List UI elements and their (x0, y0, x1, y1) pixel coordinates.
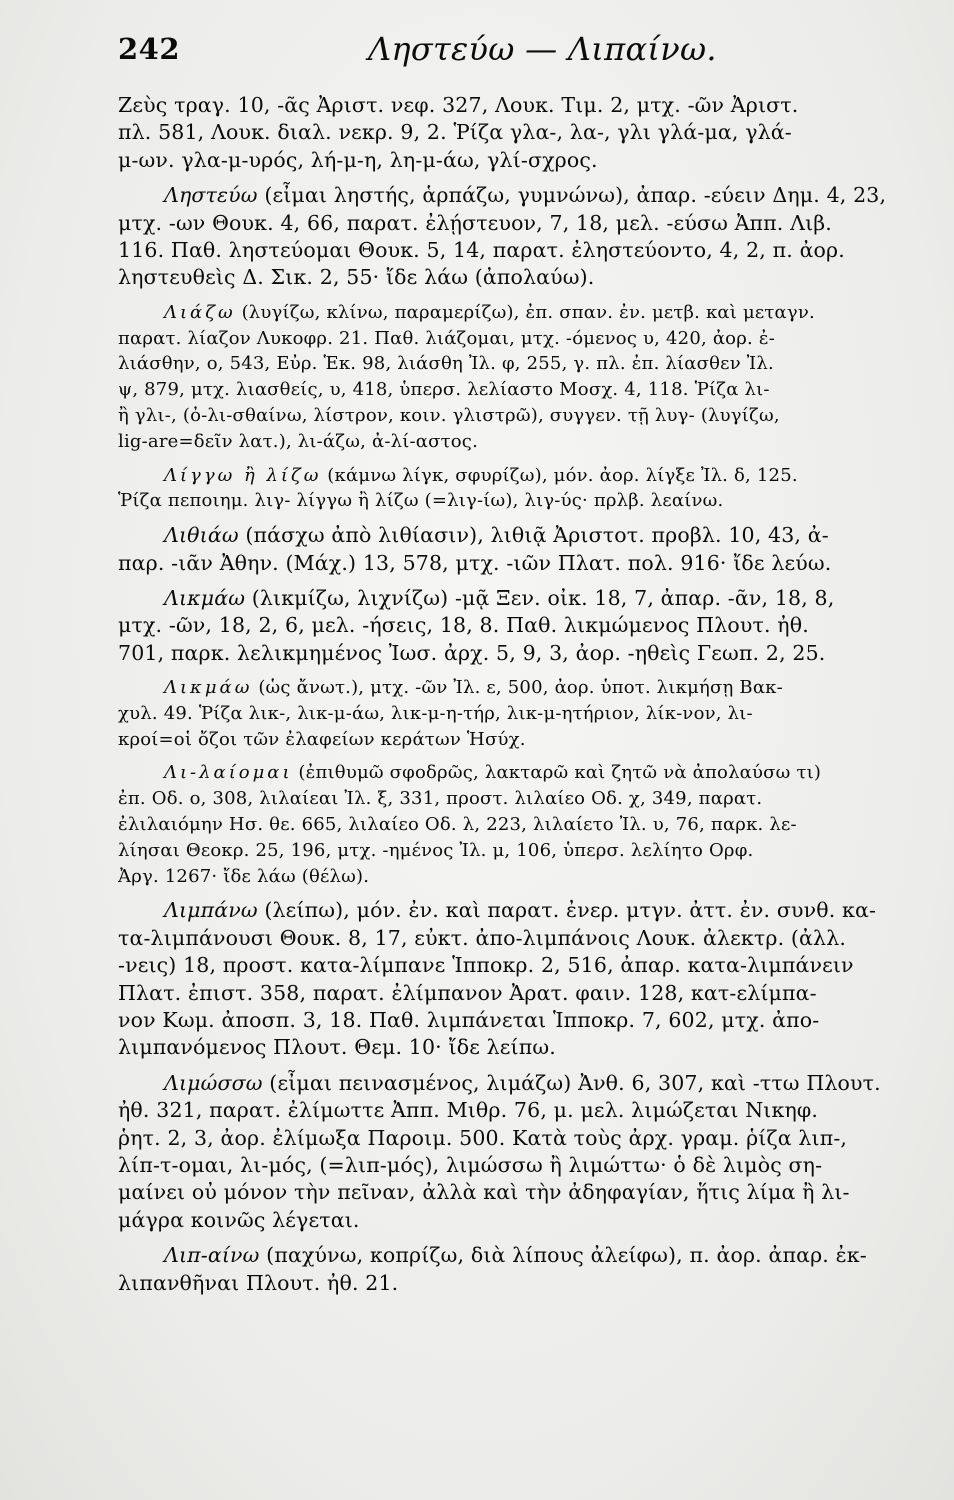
entry-line (118, 1152, 894, 1179)
entry-line-text: μτχ. -ῶν, 18, 2, 6, μελ. -ήσεις, 18, 8. Παθ. λικμώμενος Πλουτ. ἠθ. (118, 613, 809, 638)
entry-line-text: (λικμίζω, λιχνίζω) -μᾷ Ξεν. οἰκ. 18, 7, ἀπαρ. -ᾶν, 18, 8, (245, 585, 835, 610)
dictionary-body (118, 92, 894, 1305)
entry-line (118, 488, 894, 514)
entry-line-text: λίπ-τ-ομαι, λι-μός, (=λιπ-μός), λιμώσσω ἢ λιμώττω· ὁ δὲ λιμὸς ση- (118, 1152, 823, 1177)
entry-line-text: -νεις) 18, προστ. κατα-λίμπανε Ἱπποκρ. 2, 516, ἀπαρ. κατα-λιμπάνειν (118, 953, 854, 978)
entry-headword: Λικμάω (164, 677, 253, 699)
entry-line-text: Πλατ. ἐπιστ. 358, παρατ. ἐλίμπανον Ἀρατ. φαιν. 128, κατ-ελίμπα- (118, 980, 817, 1005)
entry-line-text: 116. Παθ. ληστεύομαι Θουκ. 5, 14, παρατ. ἐληστεύοντο, 4, 2, π. ἀορ. (118, 237, 845, 262)
entry-line (118, 377, 894, 403)
dictionary-entry (118, 463, 894, 515)
entry-line-text: (εἶμαι ληστής, ἁρπάζω, γυμνώνω), ἀπαρ. -εύειν Δημ. 4, 23, (257, 183, 887, 208)
entry-line-text: ἢ γλι-, (ὀ-λι-σθαίνω, λίστρον, κοιν. γλιστρῶ), συγγεν. τῇ λυγ- (λυγίζω, (118, 404, 780, 426)
entry-line (118, 897, 894, 924)
entry-line-text: μάγρα κοινῶς λέγεται. (118, 1207, 360, 1232)
entry-line-text: πλ. 581, Λουκ. διαλ. νεκρ. 9, 2. Ῥίζα γλα-, λα-, γλι γλά-μα, γλά- (118, 120, 792, 145)
entry-line-text: νον Κωμ. ἀποσπ. 3, 18. Παθ. λιμπάνεται Ἱπποκρ. 7, 602, μτχ. ἀπο- (118, 1008, 820, 1032)
entry-line (118, 119, 894, 146)
entry-headword: Λιμπάνω (164, 898, 258, 923)
entry-line (118, 812, 894, 838)
entry-line-text: (παχύνω, κοπρίζω, διὰ λίπους ἀλείφω), π. ἀορ. ἀπαρ. ἐκ- (259, 1243, 867, 1268)
entry-line (118, 147, 894, 174)
entry-headword: Λιθιάω (164, 523, 239, 548)
entry-line-text: ἐπ. Οδ. ο, 308, λιλαίεαι Ἰλ. ξ, 331, προστ. λιλαίεο Οδ. χ, 349, παρατ. (118, 788, 763, 810)
entry-line (118, 675, 894, 701)
entry-line-text: χυλ. 49. Ῥίζα λικ-, λικ-μ-άω, λικ-μ-η-τήρ, λικ-μ-ητήριον, λίκ-νον, λι- (118, 702, 753, 724)
entry-line (118, 1097, 894, 1124)
entry-headword: Λι-λαίομαι (164, 762, 293, 784)
entry-line (118, 1034, 894, 1061)
entry-line-text: λιάσθην, ο, 543, Εὐρ. Ἑκ. 98, λιάσθη Ἰλ. φ, 255, γ. πλ. ἐπ. λίασθεν Ἰλ. (118, 353, 774, 375)
entry-line-text: κροί=οἱ ὄζοι τῶν ἐλαφείων κεράτων Ἡσύχ. (118, 728, 526, 750)
entry-line (118, 403, 894, 429)
entry-line (118, 864, 894, 890)
entry-line (118, 351, 894, 377)
dictionary-entry (118, 182, 894, 292)
entry-line-text: λιμπανόμενος Πλουτ. Θεμ. 10· ἴδε λείπω. (118, 1035, 556, 1060)
entry-line (118, 92, 894, 119)
entry-line-text: (ἐπιθυμῶ σφοδρῶς, λακταρῶ καὶ ζητῶ νὰ ἀπολαύσω τι) (292, 762, 822, 784)
entry-line-text: λιπανθῆναι Πλουτ. ἠθ. 21. (118, 1270, 399, 1295)
dictionary-entry (118, 92, 894, 174)
entry-line (118, 727, 894, 753)
entry-headword: Λικμάω (164, 585, 246, 610)
entry-line (118, 1207, 894, 1234)
entry-line (118, 640, 894, 667)
entry-line (118, 264, 894, 291)
entry-line-text: ἠθ. 321, παρατ. ἐλίμωττε Ἀππ. Μιθρ. 76, μ. μελ. λιμώζεται Νικηφ. (118, 1098, 819, 1123)
running-head: Ληστεύω — Λιπαίνω. (368, 30, 717, 68)
entry-line-text: Ζεὺς τραγ. 10, -ᾶς Ἀριστ. νεφ. 327, Λουκ. Τιμ. 2, μτχ. -ῶν Ἀριστ. (118, 93, 799, 117)
dictionary-entry (118, 585, 894, 667)
entry-line (118, 182, 894, 209)
entry-line-text: (ὡς ἄνωτ.), μτχ. -ῶν Ἰλ. ε, 500, ἀορ. ὑποτ. λικμήσῃ Βακ- (252, 677, 783, 699)
entry-line-text: ἐλιλαιόμην Ησ. θε. 665, λιλαίεο Οδ. λ, 223, λιλαίετο Ἰλ. υ, 76, παρκ. λε- (118, 814, 797, 836)
dictionary-entry (118, 897, 894, 1061)
entry-line-text: Ῥίζα πεποιημ. λιγ- λίγγω ἢ λίζω (=λιγ-ίω), λιγ-ύς· πρλβ. λεαίνω. (118, 490, 724, 512)
dictionary-entry (118, 522, 894, 577)
entry-line (118, 1125, 894, 1152)
entry-line-text: μαίνει οὐ μόνον τὴν πεῖναν, ἀλλὰ καὶ τὴν ἀδηφαγίαν, ἥτις λίμα ἢ λι- (118, 1180, 850, 1205)
entry-line (118, 1007, 894, 1034)
entry-line (118, 326, 894, 352)
entry-headword: Λιμώσσω (164, 1070, 263, 1095)
entry-line (118, 429, 894, 455)
page-number: 242 (118, 32, 181, 66)
page-header (118, 24, 884, 74)
entry-line (118, 1070, 894, 1097)
entry-headword: Λιπ-αίνω (164, 1243, 260, 1268)
entry-line (118, 300, 894, 326)
entry-line (118, 838, 894, 864)
entry-line (118, 522, 894, 549)
entry-line-text: Ἀργ. 1267· ἴδε λάω (θέλω). (118, 865, 370, 887)
entry-line-text: (λυγίζω, κλίνω, παραμερίζω), ἐπ. σπαν. ἐν. μετβ. καὶ μεταγν. (235, 301, 815, 323)
dictionary-entry (118, 675, 894, 752)
entry-line-text: ψ, 879, μτχ. λιασθείς, υ, 418, ὑπερσ. λελίαστο Μοσχ. 4, 118. Ῥίζα λι- (118, 379, 770, 401)
entry-line-text: παρ. -ιᾶν Ἀθην. (Μάχ.) 13, 578, μτχ. -ιῶν Πλατ. πολ. 916· ἴδε λεύω. (118, 550, 832, 575)
entry-line (118, 786, 894, 812)
entry-line (118, 210, 894, 237)
entry-line-text: (κάμνω λίγκ, σφυρίζω), μόν. ἀορ. λίγξε Ἰλ. δ, 125. (321, 464, 798, 486)
entry-line-text: (πάσχω ἀπὸ λιθίασιν), λιθιᾷ Ἀριστοτ. προβλ. 10, 43, ἀ- (238, 523, 829, 548)
entry-line-text: lig-are=δεῖν λατ.), λι-άζω, ἀ-λί-αστος. (118, 430, 478, 452)
entry-line (118, 1242, 894, 1269)
entry-line (118, 980, 894, 1007)
entry-line (118, 550, 894, 577)
entry-line (118, 952, 894, 979)
entry-line-text: ληστευθεὶς Δ. Σικ. 2, 55· ἴδε λάω (ἀπολαύω). (118, 265, 595, 290)
entry-line (118, 237, 894, 264)
entry-line (118, 701, 894, 727)
entry-line-text: 701, παρκ. λελικμημένος Ἰωσ. ἀρχ. 5, 9, 3, ἀορ. -ηθεὶς Γεωπ. 2, 25. (118, 640, 826, 665)
entry-line (118, 612, 894, 639)
entry-line (118, 585, 894, 612)
entry-line-text: τα-λιμπάνουσι Θουκ. 8, 17, εὐκτ. ἀπο-λιμπάνοις Λουκ. ἀλεκτρ. (ἀλλ. (118, 925, 847, 950)
entry-line (118, 463, 894, 489)
entry-line-text: παρατ. λίαζον Λυκοφρ. 21. Παθ. λιάζομαι, μτχ. -όμενος υ, 420, ἀορ. ἐ- (118, 327, 775, 349)
dictionary-entry (118, 300, 894, 455)
entry-line-text: λίησαι Θεοκρ. 25, 196, μτχ. -ημένος Ἰλ. μ, 106, ὑπερσ. λελίητο Ορφ. (118, 839, 754, 861)
entry-headword: Λιάζω (164, 301, 236, 323)
dictionary-entry (118, 1070, 894, 1234)
entry-line-text: μτχ. -ων Θουκ. 4, 66, παρατ. ἐλῄστευον, 7, 18, μελ. -εύσω Ἀππ. Λιβ. (118, 210, 832, 235)
entry-line-text: (εἶμαι πεινασμένος, λιμάζω) Ἀνθ. 6, 307, καὶ -ττω Πλουτ. (262, 1070, 881, 1095)
entry-line-text: ῥητ. 2, 3, ἀορ. ἐλίμωξα Παροιμ. 500. Κατὰ τοὺς ἀρχ. γραμ. ῥίζα λιπ-, (118, 1125, 848, 1150)
entry-line (118, 925, 894, 952)
entry-headword: Ληστεύω (164, 183, 258, 208)
entry-line-text: (λείπω), μόν. ἐν. καὶ παρατ. ἐνερ. μτγν. ἀττ. ἐν. συνθ. κα- (257, 898, 877, 923)
entry-line (118, 1179, 894, 1206)
dictionary-entry (118, 1242, 894, 1297)
dictionary-entry (118, 760, 894, 889)
entry-line (118, 1270, 894, 1297)
entry-headword: Λίγγω ἢ λίζω (164, 464, 322, 486)
entry-line-text: μ-ων. γλα-μ-υρός, λή-μ-η, λη-μ-άω, γλί-σχρος. (118, 147, 598, 172)
entry-line (118, 760, 894, 786)
